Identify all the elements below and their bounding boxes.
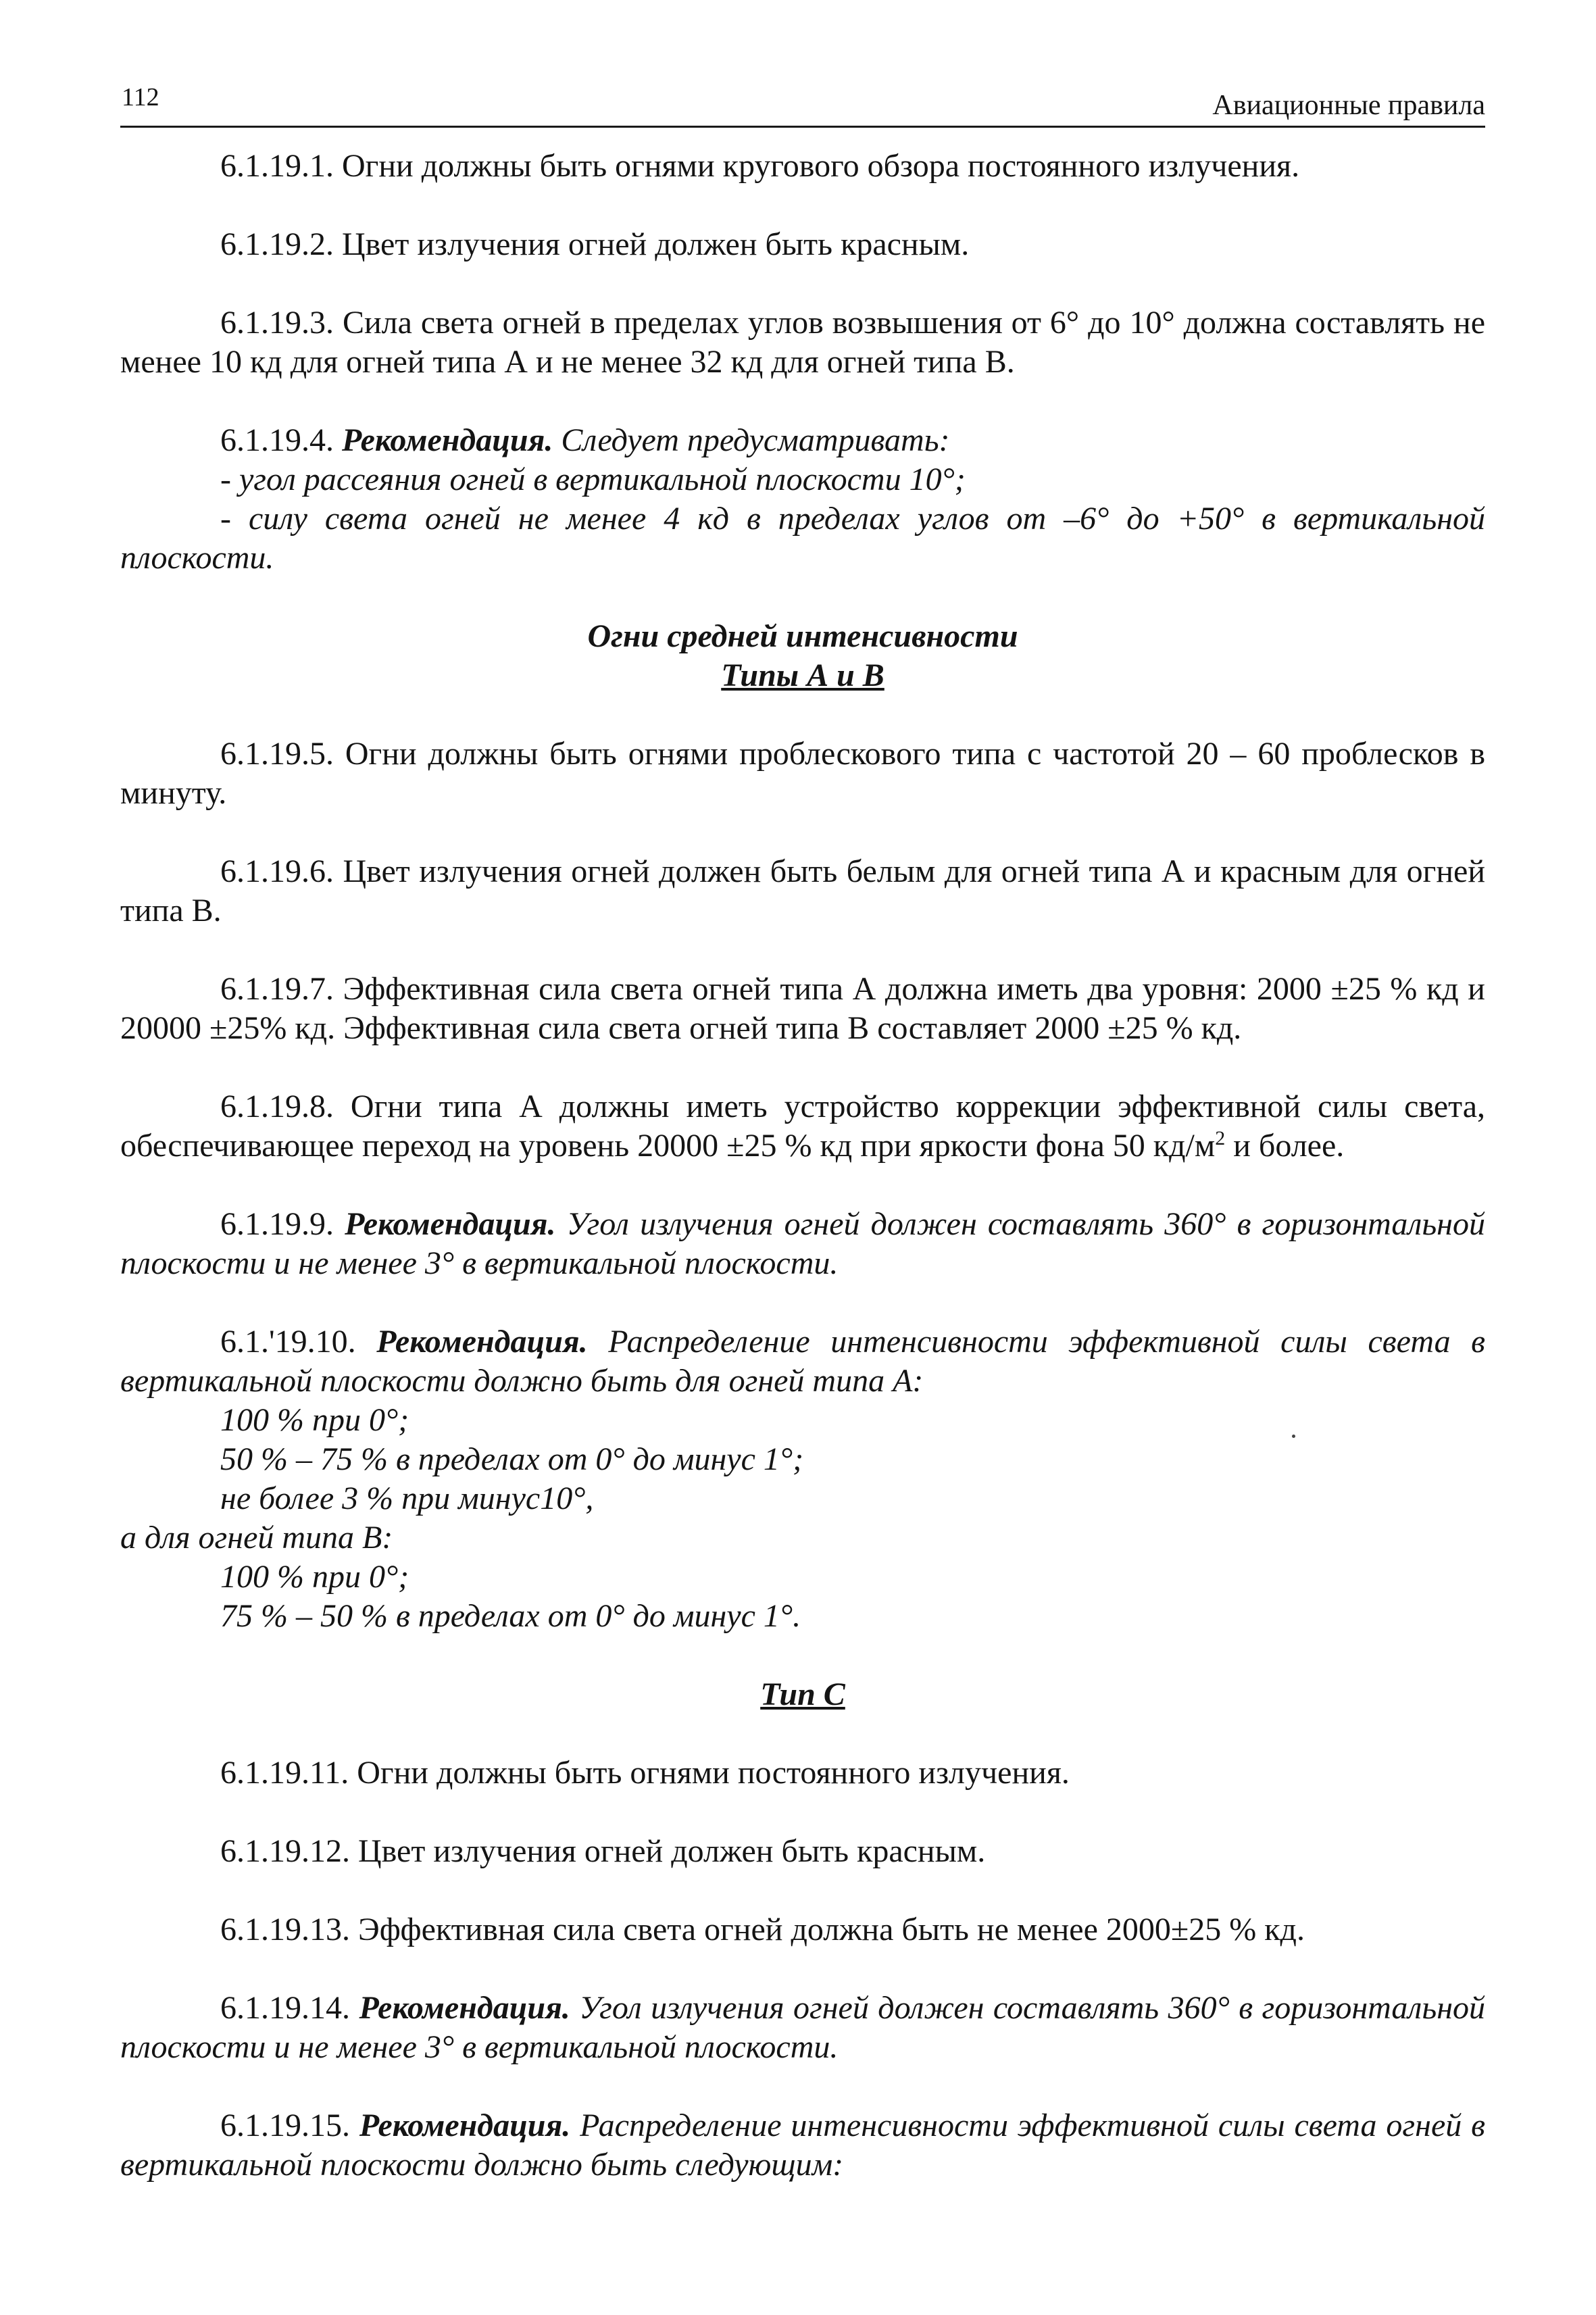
recommendation-label: Рекомендация. (345, 1206, 556, 1242)
clause-text: Распределение интенсивности эффективной силы света в вертикальной плоскости должно быть для огней типа А: (120, 1324, 1486, 1399)
document-page (120, 81, 1485, 2185)
superscript: 2 (1215, 1127, 1226, 1149)
paragraph-6-1-19-11: 6.1.19.11. Огни должны быть огнями постоянного излучения. (220, 1755, 1070, 1791)
list-intro: а для огней типа В: (120, 1520, 393, 1555)
clause-number: 6.1.'19.10. (220, 1324, 356, 1360)
clause-text: Угол излучения огней должен составлять 360° в горизонтальной плоскости и не менее 3° в вертикальной плоскости. (120, 1990, 1486, 2065)
recommendation-label: Рекомендация. (342, 422, 553, 458)
paragraph-6-1-19-15 (120, 2106, 1485, 2185)
recommendation-label: Рекомендация. (359, 2108, 571, 2143)
list-item: - угол рассеяния огней в вертикальной плоскости 10°; (220, 462, 966, 497)
list-item: 50 % – 75 % в пределах от 0° до минус 1°; (220, 1441, 804, 1477)
paragraph-6-1-19-5: 6.1.19.5. Огни должны быть огнями проблескового типа с частотой 20 – 60 проблесков в минуту. (120, 736, 1485, 811)
paragraph-6-1-19-2: 6.1.19.2. Цвет излучения огней должен быть красным. (220, 226, 970, 262)
paragraph-6-1-19-10 (120, 1322, 1485, 1401)
clause-text: Следует предусматривать: (561, 422, 950, 458)
scan-speck (1292, 1435, 1295, 1438)
list-item: не более 3 % при минус10°, (220, 1480, 594, 1516)
paragraph-6-1-19-13: 6.1.19.13. Эффективная сила света огней должна быть не менее 2000±25 % кд. (220, 1912, 1305, 1947)
clause-number: 6.1.19.9. (220, 1206, 334, 1242)
clause-text: 6.1.19.8. Огни типа А должны иметь устройство коррекции эффективной силы света, обеспечивающее переход на уровень 20000 ±25 % кд при яркости фона 50 кд/м (120, 1089, 1485, 1164)
list-item: 100 % при 0°; (220, 1402, 409, 1438)
clause-number: 6.1.19.15. (220, 2108, 350, 2143)
paragraph-6-1-19-9 (120, 1205, 1485, 1283)
section-heading: Тип С (760, 1676, 845, 1712)
clause-text-tail: и более. (1225, 1128, 1345, 1164)
paragraph-6-1-19-3: 6.1.19.3. Сила света огней в пределах углов возвышения от 6° до 10° должна составлять не менее 10 кд для огней типа А и не менее 32 кд для огней типа В. (120, 305, 1485, 380)
page-header (120, 81, 1485, 128)
paragraph-6-1-19-4 (120, 421, 1485, 460)
document-body (120, 147, 1485, 2185)
clause-number: 6.1.19.14. (220, 1990, 350, 2026)
section-heading: Огни средней интенсивности (587, 618, 1018, 654)
running-title: Авиационные правила (1212, 90, 1485, 121)
paragraph-6-1-19-14 (120, 1989, 1485, 2067)
paragraph-6-1-19-6: 6.1.19.6. Цвет излучения огней должен быть белым для огней типа А и красным для огней типа В. (120, 853, 1485, 928)
list-item: 75 % – 50 % в пределах от 0° до минус 1°. (220, 1598, 801, 1634)
paragraph-6-1-19-7: 6.1.19.7. Эффективная сила света огней типа А должна иметь два уровня: 2000 ±25 % кд и 20000 ±25% кд. Эффективная сила света огней типа В составляет 2000 ±25 % кд. (120, 971, 1485, 1046)
recommendation-label: Рекомендация. (376, 1324, 588, 1360)
clause-text: Угол излучения огней должен составлять 360° в горизонтальной плоскости и не менее 3° в вертикальной плоскости. (120, 1206, 1485, 1281)
page-number: 112 (122, 83, 159, 111)
paragraph-6-1-19-12: 6.1.19.12. Цвет излучения огней должен быть красным. (220, 1833, 986, 1869)
section-subheading: Типы А и В (721, 657, 884, 693)
paragraph-6-1-19-1: 6.1.19.1. Огни должны быть огнями кругового обзора постоянного излучения. (220, 148, 1300, 184)
list-item: - силу света огней не менее 4 кд в пределах углов от –6° до +50° в вертикальной плоскости. (120, 501, 1485, 576)
recommendation-label: Рекомендация. (359, 1990, 570, 2026)
paragraph-6-1-19-8 (120, 1087, 1485, 1166)
list-item: 100 % при 0°; (220, 1559, 409, 1595)
clause-number: 6.1.19.4. (220, 422, 334, 458)
clause-text: Распределение интенсивности эффективной силы света огней в вертикальной плоскости должно быть следующим: (120, 2108, 1485, 2183)
